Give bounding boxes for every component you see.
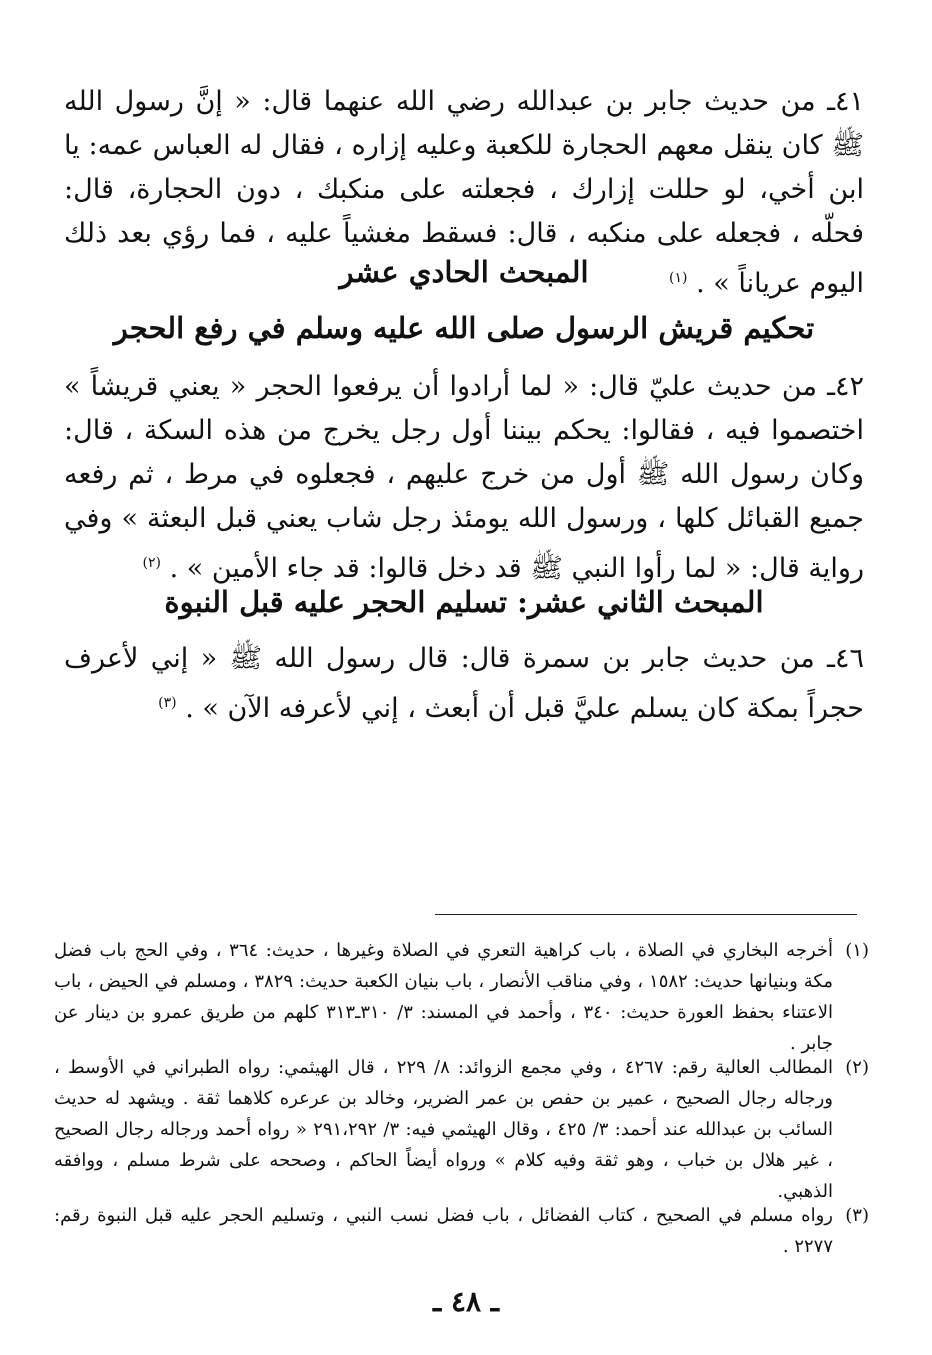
footnote-2 <box>54 1052 869 1207</box>
page-number: ـ ٤٨ ـ <box>433 1285 499 1318</box>
footnote-number: (٣) <box>845 1205 869 1226</box>
footnote-number: (٢) <box>845 1057 869 1078</box>
hadith-42-block <box>64 365 864 591</box>
footnote-text: رواه مسلم في الصحيح ، كتاب الفضائل ، باب فضل نسب النبي ، وتسليم الحجر عليه قبل النبوة رقم: ٢٢٧٧ . <box>54 1205 833 1257</box>
footnote-ref-2: (٢) <box>142 555 162 571</box>
section-subheading-11: تحكيم قريش الرسول صلى الله عليه وسلم في رفع الحجر <box>113 311 815 345</box>
hadith-46 <box>64 637 864 731</box>
hadith-42 <box>64 365 864 591</box>
section-heading-11: المبحث الحادي عشر <box>339 255 589 289</box>
section-heading-12: المبحث الثاني عشر: تسليم الحجر عليه قبل النبوة <box>164 585 764 619</box>
footnote-number: (١) <box>845 940 869 961</box>
footnote-1 <box>54 935 869 1059</box>
hadith-42-text: ٤٢ـ من حديث عليّ قال: « لما أرادوا أن يرفعوا الحجر « يعني قريشاً » اختصموا فيه ، فقالوا: يحكم بيننا أول رجل يخرج من هذه السكة ، قال: وكان رسول الله ﷺ أول من خرج عليهم ، فجعلوه في مرط ، ثم رفعه جميع القبائل كلها ، ورسول الله يومئذ رجل شاب يعني قبل البعثة » وفي رواية قال: « لما رأوا النبي ﷺ قد دخل قالوا: قد جاء الأمين » . <box>64 371 864 584</box>
footnote-ref-1: (١) <box>669 270 688 286</box>
footnote-text: أخرجه البخاري في الصلاة ، باب كراهية التعري في الصلاة وغيرها ، حديث: ٣٦٤ ، وفي الحج باب فضل مكة وبنيانها حديث: ١٥٨٢ ، وفي مناقب الأنصار ، باب بنيان الكعبة حديث: ٣٨٢٩ ، ومسلم في الحيض ، باب الاعتناء بحفظ العورة حديث: ٣٤٠ ، وأحمد في المسند: ٣/ ٣١٠ـ٣١٣ كلهم من طريق عمرو بن دينار عن جابر . <box>54 940 834 1054</box>
footnote-ref-3: (٣) <box>158 695 177 711</box>
hadith-46-block <box>64 637 864 731</box>
footnote-separator <box>435 914 857 915</box>
hadith-46-text: ٤٦ـ من حديث جابر بن سمرة قال: قال رسول الله ﷺ « إني لأعرف حجراً بمكة كان يسلم عليَّ قبل أن أبعث ، إني لأعرفه الآن » . <box>64 643 864 724</box>
section-12 <box>64 578 864 626</box>
section-11 <box>64 248 864 352</box>
footnote-3 <box>54 1200 869 1262</box>
footnote-text: المطالب العالية رقم: ٤٢٦٧ ، وفي مجمع الزوائد: ٨/ ٢٢٩ ، قال الهيثمي: رواه الطبراني في الأوسط ، ورجاله رجال الصحيح ، عمير بن حفص بن عمر الضرير، وخالد بن عرعره كلاهما ثقة . ويشهد له حديث السائب بن عبدالله عند أحمد: ٣/ ٤٢٥ ، وقال الهيثمي فيه: ٣/ ٢٩١،٢٩٢ « رواه أحمد ورجاله رجال الصحيح ، غير هلال بن خباب ، وهو ثقة وفيه كلام » ورواه أيضاً الحاكم ، وصححه على شرط مسلم ، ووافقه الذهبي. <box>54 1057 833 1202</box>
hadith-41-text: ٤١ـ من حديث جابر بن عبدالله رضي الله عنهما قال: « إنَّ رسول الله ﷺ كان ينقل معهم الحجارة للكعبة وعليه إزاره ، فقال له العباس عمه: يا ابن أخي، لو حللت إزارك ، فجعلته على منكبك ، دون الحجارة، قال: فحلّه ، فجعله على منكبه ، قال: فسقط مغشياً عليه ، فما رؤي بعد ذلك اليوم عرياناً » . <box>64 86 864 299</box>
